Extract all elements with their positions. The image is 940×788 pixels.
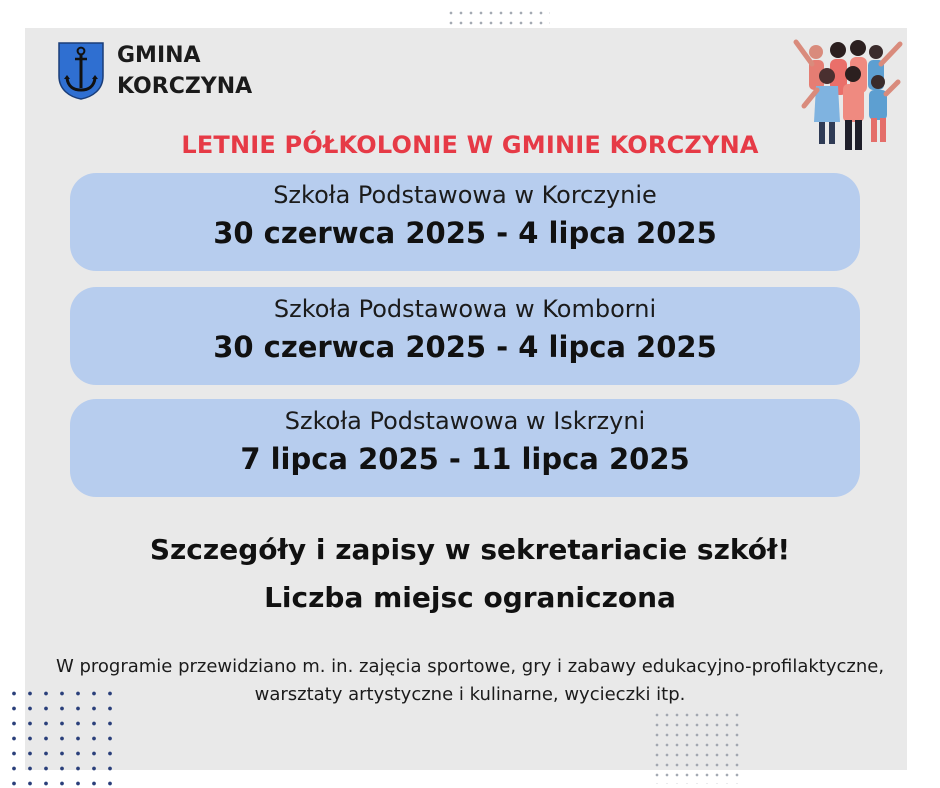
session-school: Szkoła Podstawowa w Iskrzyni [284,407,646,435]
session-card [70,399,860,497]
program-description: W programie przewidziano m. in. zajęcia sportowe, gry i zabawy edukacyjno-profilaktyczne, warsztaty artystyczne i kulinarne, wycieczki itp. [55,656,885,705]
session-school: Szkoła Podstawowa w Komborni [273,295,657,323]
limited-places-note: Liczba miejsc ograniczona [264,581,676,614]
decorative-dots-bottom-right [652,710,744,784]
headline: LETNIE PÓŁKOLONIE W GMINIE KORCZYNA [181,131,759,159]
session-card [70,173,860,271]
municipality-name [117,40,252,102]
session-dates: 30 czerwca 2025 - 4 lipca 2025 [213,216,717,250]
session-dates: 7 lipca 2025 - 11 lipca 2025 [240,442,690,476]
municipality-name-line2: KORCZYNA [117,74,253,99]
anchor-crest-icon [58,42,104,100]
session-dates: 30 czerwca 2025 - 4 lipca 2025 [213,330,717,364]
municipality-name-line1: GMINA [117,43,201,68]
session-card [70,287,860,385]
registration-info: Szczegóły i zapisy w sekretariacie szkół! [149,533,791,566]
session-school: Szkoła Podstawowa w Korczynie [273,181,657,209]
